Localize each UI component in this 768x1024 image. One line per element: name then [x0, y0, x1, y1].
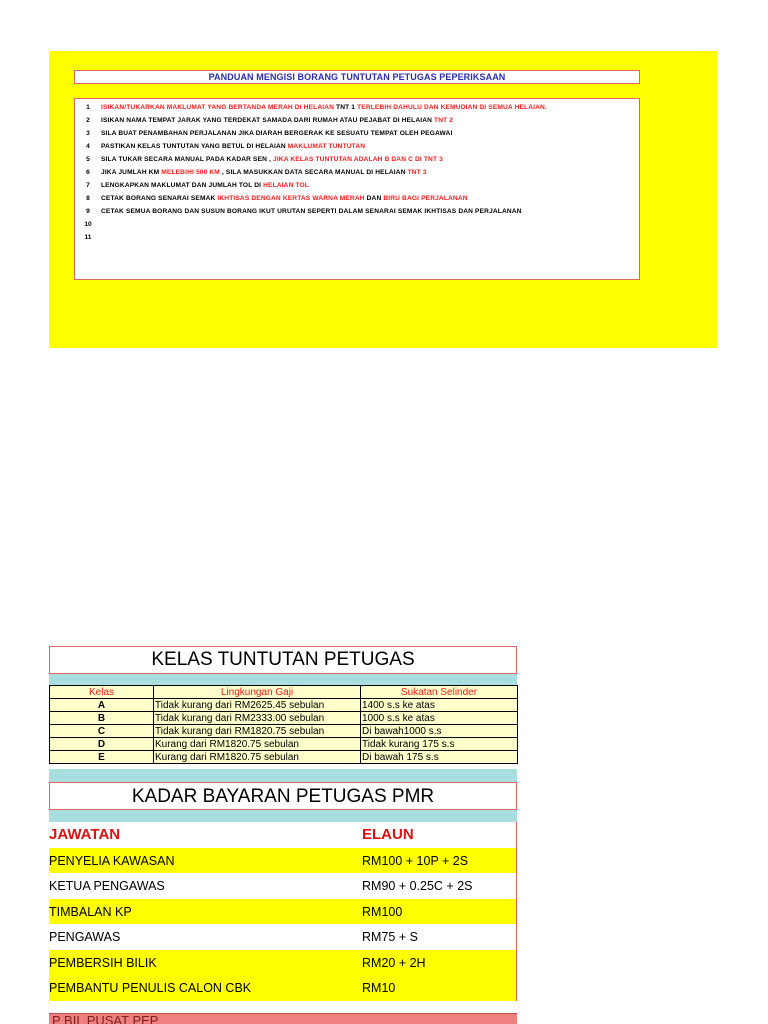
highlight-text: TNT 3	[407, 169, 427, 176]
kelas-cell: D	[50, 738, 154, 751]
plain-text: JIKA JUMLAH KM	[101, 169, 162, 176]
col-header-selinder: Sukatan Selinder	[361, 686, 518, 699]
kelas-row	[50, 725, 518, 738]
guide-item	[75, 231, 639, 244]
guide-item	[75, 153, 639, 166]
selinder-cell: 1400 s.s ke atas	[361, 699, 518, 712]
elaun-cell: RM90 + 0.25C + 2S	[362, 879, 473, 893]
guide-item	[75, 205, 639, 218]
highlight-text: ISIKAN/TUKARKAN MAKLUMAT YANG BERTANDA MERAH DI HELAIAN	[101, 104, 337, 111]
kelas-cell: B	[50, 712, 154, 725]
selinder-cell: Di bawah1000 s.s	[361, 725, 518, 738]
col-header-jawatan: JAWATAN	[49, 826, 121, 843]
col-header-kelas: Kelas	[50, 686, 154, 699]
highlight-text: IKHTISAS DENGAN KERTAS WARNA MERAH	[217, 195, 365, 202]
guide-item-number: 7	[86, 182, 90, 189]
gaji-cell: Kurang dari RM1820.75 sebulan	[154, 738, 361, 751]
jawatan-cell: PEMBANTU PENULIS CALON CBK	[49, 981, 252, 995]
col-header-gaji: Lingkungan Gaji	[154, 686, 361, 699]
guide-item-text	[101, 153, 639, 166]
kelas-row	[50, 712, 518, 725]
highlight-text: TERLEBIH DAHULU DAN KEMUDIAN DI SEMUA HELAIAN.	[355, 104, 547, 111]
guide-item-number: 1	[86, 104, 90, 111]
guide-item	[75, 218, 639, 231]
kadar-header-row	[49, 822, 517, 848]
selinder-cell: Di bawah 175 s.s	[361, 751, 518, 764]
guide-item-number: 10	[84, 221, 92, 228]
kadar-row	[49, 848, 517, 874]
gaji-cell: Tidak kurang dari RM2333.00 sebulan	[154, 712, 361, 725]
plain-text: LENGKAPKAN MAKLUMAT DAN JUMLAH TOL DI	[101, 182, 264, 189]
guide-item	[75, 192, 639, 205]
teal-separator	[49, 674, 517, 685]
plain-text: PASTIKAN KELAS TUNTUTAN YANG BETUL DI HELAIAN	[101, 143, 288, 150]
guide-item	[75, 166, 639, 179]
highlight-text: TNT 2	[434, 117, 454, 124]
plain-text: DAN	[364, 195, 384, 202]
kelas-row	[50, 699, 518, 712]
highlight-text: JIKA KELAS TUNTUTAN ADALAH B DAN C DI TNT 3	[273, 156, 443, 163]
highlight-text: MAKLUMAT TUNTUTAN	[287, 143, 366, 150]
guide-item-number: 8	[86, 195, 90, 202]
elaun-cell: RM75 + S	[362, 930, 418, 944]
guide-item-text	[101, 166, 639, 179]
guide-item-text	[101, 114, 639, 127]
kadar-row	[49, 950, 517, 976]
gaji-cell: Tidak kurang dari RM2625.45 sebulan	[154, 699, 361, 712]
guide-item	[75, 114, 639, 127]
plain-text: TNT 1	[336, 104, 356, 111]
guide-item	[75, 179, 639, 192]
elaun-cell: RM10	[362, 981, 396, 995]
plain-text: CETAK BORANG SENARAI SEMAK	[101, 195, 218, 202]
jawatan-cell: PEMBERSIH BILIK	[49, 955, 157, 970]
guide-item-number: 6	[86, 169, 90, 176]
guide-item-text	[101, 127, 639, 140]
kelas-title: KELAS TUNTUTAN PETUGAS	[49, 646, 517, 674]
guide-item-number: 2	[86, 117, 90, 124]
gaji-cell: Tidak kurang dari RM1820.75 sebulan	[154, 725, 361, 738]
guide-title: PANDUAN MENGISI BORANG TUNTUTAN PETUGAS PEPERIKSAAN	[74, 70, 640, 84]
guide-item-number: 4	[86, 143, 90, 150]
guide-item	[75, 101, 639, 114]
plain-text: SILA TUKAR SECARA MANUAL PADA KADAR SEN ,	[101, 156, 273, 163]
guide-item-number: 3	[86, 130, 90, 137]
jawatan-cell: PENGAWAS	[49, 930, 121, 944]
guide-item-text	[101, 218, 639, 231]
elaun-cell: RM20 + 2H	[362, 955, 426, 970]
guide-list	[74, 98, 640, 280]
gaji-cell: Kurang dari RM1820.75 sebulan	[154, 751, 361, 764]
elaun-cell: RM100	[362, 904, 403, 919]
guide-item	[75, 140, 639, 153]
col-header-elaun: ELAUN	[362, 826, 414, 843]
selinder-cell: 1000 s.s ke atas	[361, 712, 518, 725]
jawatan-cell: KETUA PENGAWAS	[49, 879, 165, 893]
guide-item-text	[101, 140, 639, 153]
guide-item-text	[101, 101, 639, 114]
guide-item	[75, 127, 639, 140]
kadar-list	[49, 822, 517, 1001]
kelas-table	[49, 685, 518, 764]
guide-item-number: 5	[86, 156, 90, 163]
guide-item-text	[101, 179, 639, 192]
kadar-title: KADAR BAYARAN PETUGAS PMR	[49, 782, 517, 810]
plain-text: CETAK SEMUA BORANG DAN SUSUN BORANG IKUT URUTAN SEPERTI DALAM SENARAI SEMAK IKHTISAS DAN PERJALANAN	[101, 208, 522, 215]
jawatan-cell: TIMBALAN KP	[49, 904, 132, 919]
next-section-header: P BIL PUSAT PEP	[49, 1013, 517, 1024]
guide-panel	[49, 51, 717, 348]
kelas-row	[50, 738, 518, 751]
elaun-cell: RM100 + 10P + 2S	[362, 853, 469, 868]
kadar-row	[49, 975, 517, 1001]
kadar-row	[49, 899, 517, 925]
kelas-header-row	[50, 686, 518, 699]
jawatan-cell: PENYELIA KAWASAN	[49, 853, 175, 868]
kadar-row	[49, 924, 517, 950]
kelas-cell: E	[50, 751, 154, 764]
plain-text: , SILA MASUKKAN DATA SECARA MANUAL DI HELAIAN	[219, 169, 408, 176]
highlight-text: BIRU BAGI PERJALANAN	[383, 195, 468, 202]
guide-item-number: 11	[84, 234, 92, 241]
guide-item-text	[101, 192, 639, 205]
highlight-text: MELEBIHI 500 KM	[161, 169, 220, 176]
highlight-text: HELAIAN TOL	[263, 182, 309, 189]
kadar-row	[49, 873, 517, 899]
plain-text: ISIKAN NAMA TEMPAT JARAK YANG TERDEKAT SAMADA DARI RUMAH ATAU PEJABAT DI HELAIAN	[101, 117, 435, 124]
kelas-row	[50, 751, 518, 764]
selinder-cell: Tidak kurang 175 s.s	[361, 738, 518, 751]
teal-separator	[49, 769, 517, 782]
plain-text: SILA BUAT PENAMBAHAN PERJALANAN JIKA DIARAH BERGERAK KE SESUATU TEMPAT OLEH PEGAWAI	[101, 130, 453, 137]
kelas-cell: A	[50, 699, 154, 712]
guide-item-text	[101, 231, 639, 244]
guide-item-text	[101, 205, 639, 218]
teal-separator	[49, 810, 517, 822]
kelas-cell: C	[50, 725, 154, 738]
guide-item-number: 9	[86, 208, 90, 215]
